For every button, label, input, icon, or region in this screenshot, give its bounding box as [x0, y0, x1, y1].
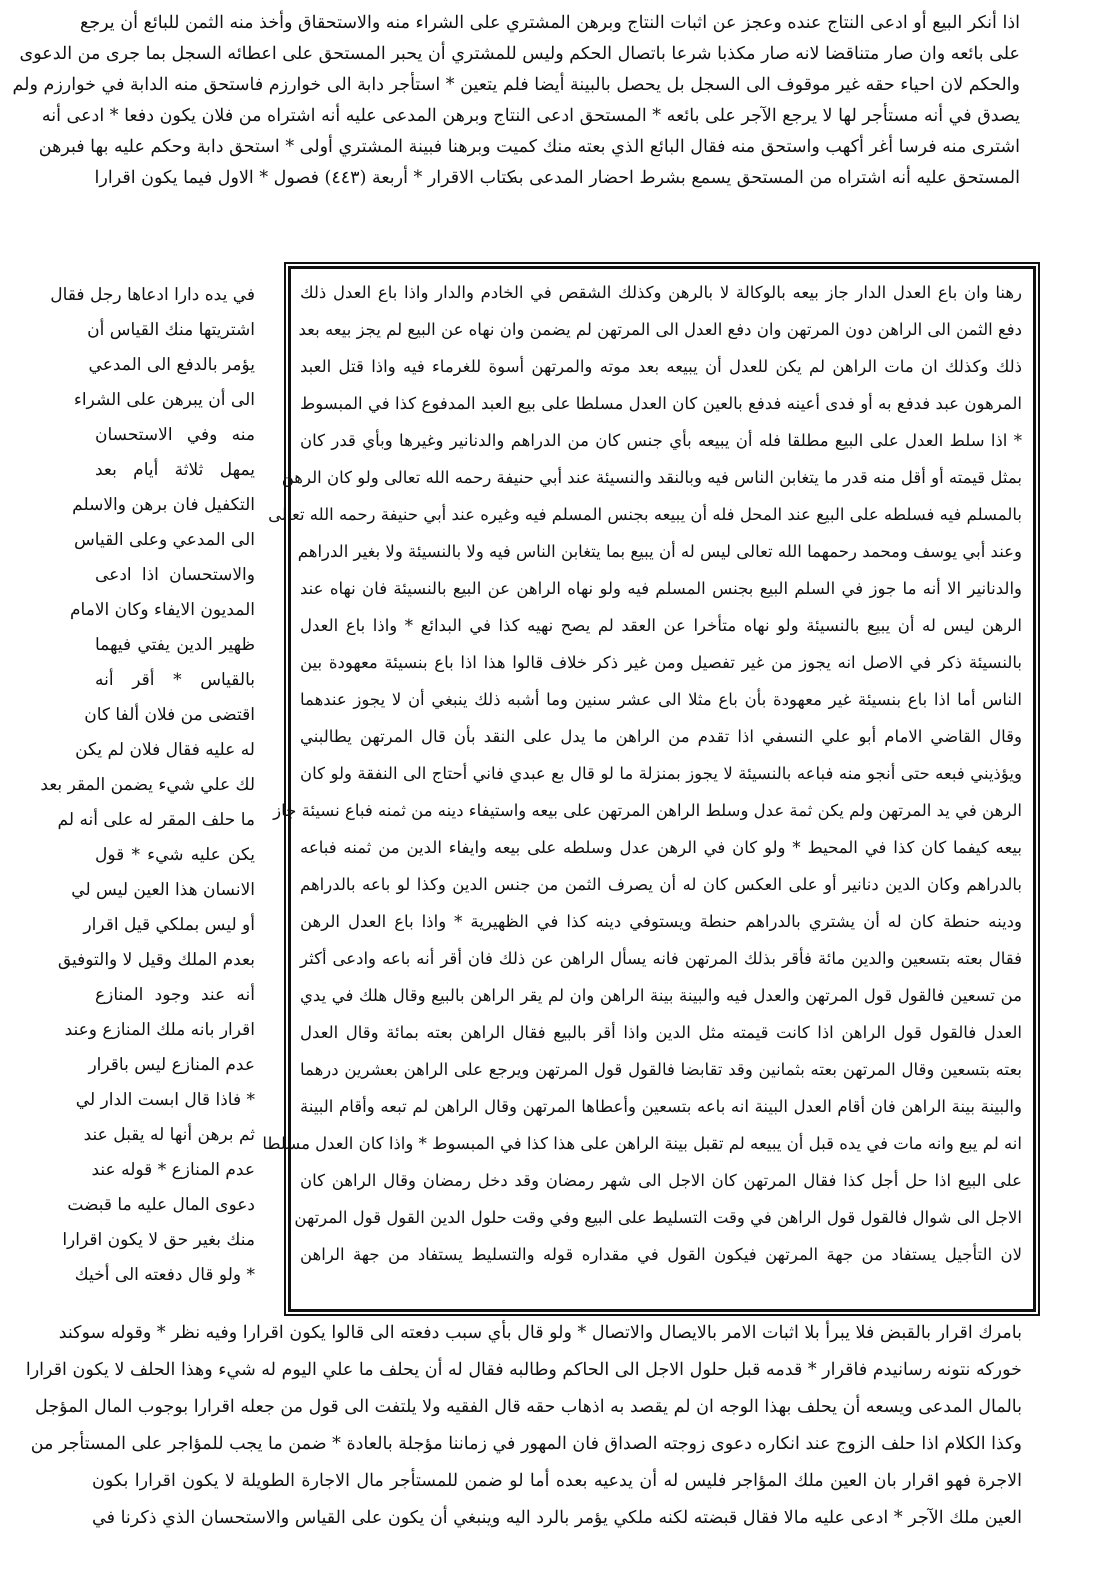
text-line: والاستحسان اذا ادعى — [95, 565, 255, 585]
text-line: عدم المنازع ليس باقرار — [88, 1055, 255, 1075]
text-line: ثم برهن أنها له يقبل عند — [83, 1125, 255, 1145]
text-line: خوركه نتونه رسانيدم فاقرار * قدمه قبل حلول الاجل الى الحاكم وطالبه فقال له أن يحلف ما علي اليوم له شيء وهذا الحلف لا يكون اقرارا — [25, 1360, 1022, 1380]
text-line: والبينة بينة الراهن فان أقام العدل البينة انه باعه بتسعين وأعطاها المرتهن وقال الراهن لم تبعه وأقام البينة — [300, 1097, 1022, 1116]
text-line: انه لم يبع وانه مات في يده قبل أن يبيعه لم تقبل بينة الراهن على هذا كذا في المبسوط * واذا كان العدل مسلطا — [262, 1134, 1022, 1153]
text-line: لك علي شيء يضمن المقر بعد — [40, 775, 255, 795]
text-line: بعدم الملك وقيل لا والتوفيق — [57, 950, 255, 970]
text-line: المستحق عليه أنه اشتراه من المستحق يسمع بشرط احضار المدعى به — [509, 168, 1020, 188]
text-line: الاجل الى شوال فالقول قول الراهن في وقت التسليط على البيع وفي وقت حلول الدين القول قول المرتهن — [294, 1208, 1022, 1227]
text-line: المرهون عبد فدفع به أو فدى أعينه فدفع بالعين كان العدل مسلطا على بيع العبد المدفوع كذا في المبسوط — [300, 394, 1022, 413]
text-line: على البيع اذا حل أجل كذا فقال المرتهن كان الاجل الى شهر رمضان وقد دخل رمضان وقال الراهن كان — [300, 1171, 1022, 1190]
text-line: ظهير الدين يفتي فيهما — [95, 635, 255, 655]
text-line: العدل فالقول قول الراهن اذا كانت قيمته مثل الدين واذا أقر بالبيع فقال الراهن بعته بمائة وقال العدل — [300, 1023, 1022, 1042]
text-line: اذا أنكر البيع أو ادعى النتاج عنده وعجز عن اثبات النتاج وبرهن المشتري على الشراء منه والاستحقاق وأخذ منه الثمن للبائع أن يرجع — [80, 13, 1020, 33]
text-line: يصدق في أنه مستأجر لها لا يرجع الآجر على بائعه * المستحق ادعى النتاج وبرهن المدعى عليه أنه اشتراه من فلان يكون دفعا * ادعى أنه — [41, 106, 1020, 126]
text-line: رهنا وان باع العدل الدار جاز بيعه بالوكالة لا بالرهن وكذلك الشقص في الخادم والدار واذا باع العدل ذلك — [300, 283, 1022, 302]
text-line: ودينه حنطة كان له أن يشتري بالدراهم حنطة ويستوفي دينه كذا في الظهيرية * واذا باع العدل الرهن — [300, 912, 1022, 931]
text-line: يكن عليه شيء * قول — [95, 845, 255, 865]
text-line: دعوى المال عليه ما قبضت — [67, 1195, 255, 1215]
book-heading: كتاب الاقرار * أربعة (٤٤٣) فصول * الاول فيما يكون اقرارا — [94, 168, 515, 188]
text-line: يمهل ثلاثة أيام بعد — [95, 460, 255, 480]
text-line: * فاذا قال ابست الدار لي — [75, 1090, 255, 1110]
text-line: لان التأجيل يستفاد من جهة المرتهن فيكون القول في مقداره قوله والتسليط يستفاد من جهة الراهن — [300, 1245, 1022, 1264]
text-line: الناس أما اذا باع بنسيئة غير معهودة بأن باع مثلا الى عشر سنين وما أشبه ذلك ينبغي أن لا يجوز عندهما — [300, 690, 1022, 709]
text-line: دفع الثمن الى الراهن دون المرتهن وان دفع العدل الى المرتهن لم يضمن وان نهاه عن البيع لم يجز بيعه بعد — [298, 320, 1022, 339]
text-line: ويؤذيني فبعه حتى أنجو منه فباعه بالنسيئة لا يجوز بمنزلة ما لو قال بع عبدي فاني أحتاج الى النفقة ولو كان — [300, 764, 1022, 783]
text-line: التكفيل فان برهن والاسلم — [72, 495, 255, 515]
text-line: بالنسيئة ذكر في الاصل انه يجوز من غير تفصيل ومن غير ذكر خلاف قالوا هذا اذا باع بنسيئة معهودة بين — [300, 653, 1022, 672]
text-line: في يده دارا ادعاها رجل فقال — [50, 285, 255, 305]
text-line: العين ملك الآجر * ادعى عليه مالا فقال قبضته لكنه ملكي يؤمر بالرد اليه وينبغي أن يكون على القياس والاستحسان الذي ذكرنا في — [92, 1508, 1022, 1528]
text-line: اشتريتها منك القياس أن — [87, 320, 255, 340]
text-line: بمثل قيمته أو أقل منه قدر ما يتغابن الناس فيه وبالنقد والنسيئة عند أبي حنيفة رحمه الله تعالى ولو كان الرهن — [281, 468, 1022, 487]
text-line: الانسان هذا العين ليس لي — [71, 880, 255, 900]
text-line: الى المدعي وعلى القياس — [74, 530, 255, 550]
text-line: وكذا الكلام اذا حلف الزوج عند انكاره دعوى زوجته الصداق فان المهور في زماننا مؤجلة بالعادة * ضمن ما يجب للمؤاجر على المستأجر من — [30, 1434, 1022, 1454]
text-line: بامرك اقرار بالقبض فلا يبرأ بلا اثبات الامر بالايصال والاتصال * ولو قال بأي سبب دفعته الى قالوا يكون اقرارا وفيه نظر * وقوله سوكند — [58, 1323, 1022, 1343]
text-line: ذلك وكذلك ان مات الراهن لم يكن للعدل أن يبيعه بعد موته والمرتهن أسوة للغرماء فيه واذا قتل العبد — [300, 357, 1022, 376]
text-line: وعند أبي يوسف ومحمد رحمهما الله تعالى ليس له أن يبيع بما يتغابن الناس فيه ولا بالنسيئة ولا بغير الدراهم — [297, 542, 1022, 561]
text-line: الى أن يبرهن على الشراء — [73, 390, 255, 410]
text-line: اشترى منه فرسا أغر أكهب واستحق منه فقال البائع الذي بعته منك كميت وبرهنا فبينة المشتري أولى * استحق دابة وحكم عليه بها فبرهن — [38, 137, 1020, 157]
text-line: أنه عند وجود المنازع — [95, 985, 255, 1005]
text-line: عدم المنازع * قوله عند — [91, 1160, 255, 1180]
text-line: بالمال المدعى ويسعه أن يحلف بهذا الوجه ان لم يقصد به اذهاب حقه قال الفقيه ولا يلتفت الى قول من جعله اقرارا بوجوب المال المؤجل — [35, 1397, 1022, 1417]
text-line: المديون الايفاء وكان الامام — [70, 600, 255, 620]
text-line: منه وفي الاستحسان — [95, 425, 255, 445]
text-line: الاجرة فهو اقرار بان العين ملك المؤاجر فليس له أن يدعيه بعده أما لو ضمن للمستأجر مال الاجارة الطويلة لا يكون اقرارا بكون — [92, 1471, 1022, 1491]
text-line: اقتضى من فلان ألفا كان — [84, 705, 255, 725]
text-line: اقرار بانه ملك المنازع وعند — [64, 1020, 255, 1040]
text-line: الرهن ليس له أن يبيع بالنسيئة ولو نهاه متأخرا عن العقد لم يصح نهيه كذا في البدائع * واذا باع العدل — [300, 616, 1022, 635]
text-line: له عليه فقال فلان لم يكن — [75, 740, 255, 760]
text-line: أو ليس بملكي قيل اقرار — [83, 915, 255, 935]
text-line: بالمسلم فيه فسلطه على البيع عند المحل فله أن يبيعه بجنس المسلم فيه وغيره عند أبي حنيفة رحمه الله تعالى — [268, 505, 1022, 524]
text-line: بيعه كيفما كان كذا في المحيط * ولو كان في الرهن عدل وسلطه على بيعه وايفاء الدين من ثمنه فباعه — [300, 838, 1022, 857]
text-line: فقال بعته بتسعين والدين مائة فأقر بذلك المرتهن فانه يسأل الراهن عن ذلك فان أقر أنه باعه وادعى أكثر — [300, 949, 1022, 968]
text-line: * اذا سلط العدل على البيع مطلقا فله أن يبيعه بأي جنس كان من الدراهم والدنانير وغيرها وبأي قدر كان — [300, 431, 1022, 450]
text-line: والحكم لان احياء حقه غير موقوف الى السجل بل يحصل بالبينة أيضا فلم يتعين * استأجر دابة الى خوارزم فاستحق منه الدابة في خوارزم ولم — [12, 75, 1020, 95]
text-line: من تسعين فالقول قول المرتهن والعدل فيه والبينة بينة الراهن وان لم يقر الراهن بالبيع وقال هلك في يدي — [300, 986, 1022, 1005]
text-line: بعته بتسعين وقال المرتهن بعته بثمانين وقد تقابضا فالقول قول المرتهن ويرجع على الراهن بعشرين درهما — [300, 1060, 1022, 1079]
text-line: ما حلف المقر له على أنه لم — [57, 810, 255, 830]
text-line: * ولو قال دفعته الى أخيك — [74, 1265, 255, 1285]
text-line: منك بغير حق لا يكون اقرارا — [62, 1230, 255, 1250]
text-line: يؤمر بالدفع الى المدعي — [88, 355, 255, 375]
text-line: بالقياس * أقر أنه — [95, 670, 255, 690]
text-line: الرهن في يد المرتهن ولم يكن ثمة عدل وسلط الراهن المرتهن على بيعه واستيفاء دينه من ثمنه فباع نسيئة جاز — [273, 801, 1022, 820]
text-line: وقال القاضي الامام أبو علي النسفي اذا تقدم من الراهن ما يدل على النقد بأن قال المرتهن يطالبني — [300, 727, 1022, 746]
text-line: على بائعه وان صار متناقضا لانه صار مكذبا شرعا باتصال الحكم وليس للمشتري أن يحبر المستحق على اعطائه السجل بما جرى من الدعوى — [19, 44, 1020, 64]
text-line: بالدراهم وكان الدين دنانير أو على العكس كان له أن يصرف الثمن من جنس الدين وكذا لو باعه بالدراهم — [300, 875, 1022, 894]
text-line: والدنانير الا أنه ما جوز في السلم البيع بجنس المسلم فيه ولو نهاه الراهن عن البيع بالنسيئة فان نهاه عند — [300, 579, 1022, 598]
